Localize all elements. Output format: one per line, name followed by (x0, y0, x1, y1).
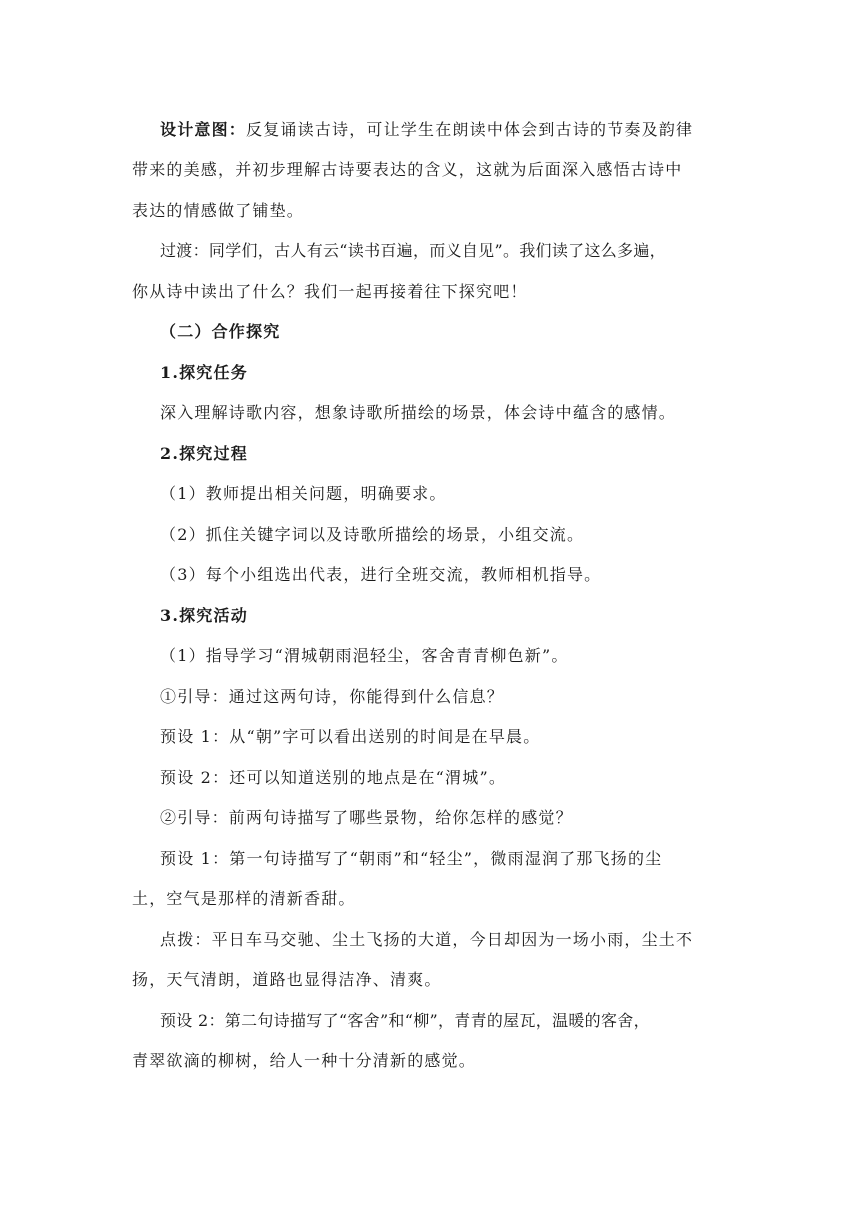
process-step: （2）抓住关键字词以及诗歌所描绘的场景，小组交流。 (160, 525, 585, 544)
transition-line-1: 过渡：同学们，古人有云“读书百遍，而义自见”。我们读了这么多遍， (160, 241, 666, 260)
design-intent-label: 设计意图： (160, 120, 247, 139)
activity-preset-2: 预设 2：还可以知道送别的地点是在“渭城”。 (160, 768, 507, 787)
activity-preset-3-line-2: 土，空气是那样的清新香甜。 (132, 889, 356, 908)
activity-preset-4-line-2: 青翠欲滴的柳树，给人一种十分清新的感觉。 (132, 1051, 477, 1070)
activity-preset-1: 预设 1：从“朝”字可以看出送别的时间是在早晨。 (160, 727, 541, 746)
design-intent-line-3: 表达的情感做了铺垫。 (132, 201, 305, 220)
activity-intro: （1）指导学习“渭城朝雨浥轻尘，客舍青青柳色新”。 (160, 646, 569, 665)
activity-guide-2: ②引导：前两句诗描写了哪些景物，给你怎样的感觉？ (160, 808, 573, 827)
design-intent-line-2: 带来的美感，并初步理解古诗要表达的含义，这就为后面深入感悟古诗中 (132, 160, 683, 179)
activity-note-line-2: 扬，天气清朗，道路也显得洁净、清爽。 (132, 970, 442, 989)
activity-guide-1: ①引导：通过这两句诗，你能得到什么信息？ (160, 687, 505, 706)
section-heading: （二）合作探究 (160, 322, 281, 341)
transition-line-2: 你从诗中读出了什么？我们一起再接着往下探究吧！ (132, 282, 528, 301)
design-intent-text: 反复诵读古诗，可让学生在朗读中体会到古诗的节奏及韵律 (246, 120, 694, 139)
task-heading: 1.探究任务 (160, 363, 248, 382)
process-step: （3）每个小组选出代表，进行全班交流，教师相机指导。 (160, 565, 602, 584)
process-step: （1）教师提出相关问题，明确要求。 (160, 484, 447, 503)
design-intent-line-1 (160, 118, 693, 142)
task-text: 深入理解诗歌内容，想象诗歌所描绘的场景，体会诗中蕴含的感情。 (160, 403, 677, 422)
activity-preset-3-line-1: 预设 1：第一句诗描写了“朝雨”和“轻尘”，微雨湿润了那飞扬的尘 (160, 849, 663, 868)
activity-heading: 3.探究活动 (160, 606, 248, 625)
process-heading: 2.探究过程 (160, 444, 248, 463)
activity-note-line-1: 点拨：平日车马交驰、尘土飞扬的大道，今日却因为一场小雨，尘土不 (160, 930, 694, 949)
activity-preset-4-line-1: 预设 2：第二句诗描写了“客舍”和“柳”，青青的屋瓦，温暖的客舍， (160, 1011, 650, 1030)
